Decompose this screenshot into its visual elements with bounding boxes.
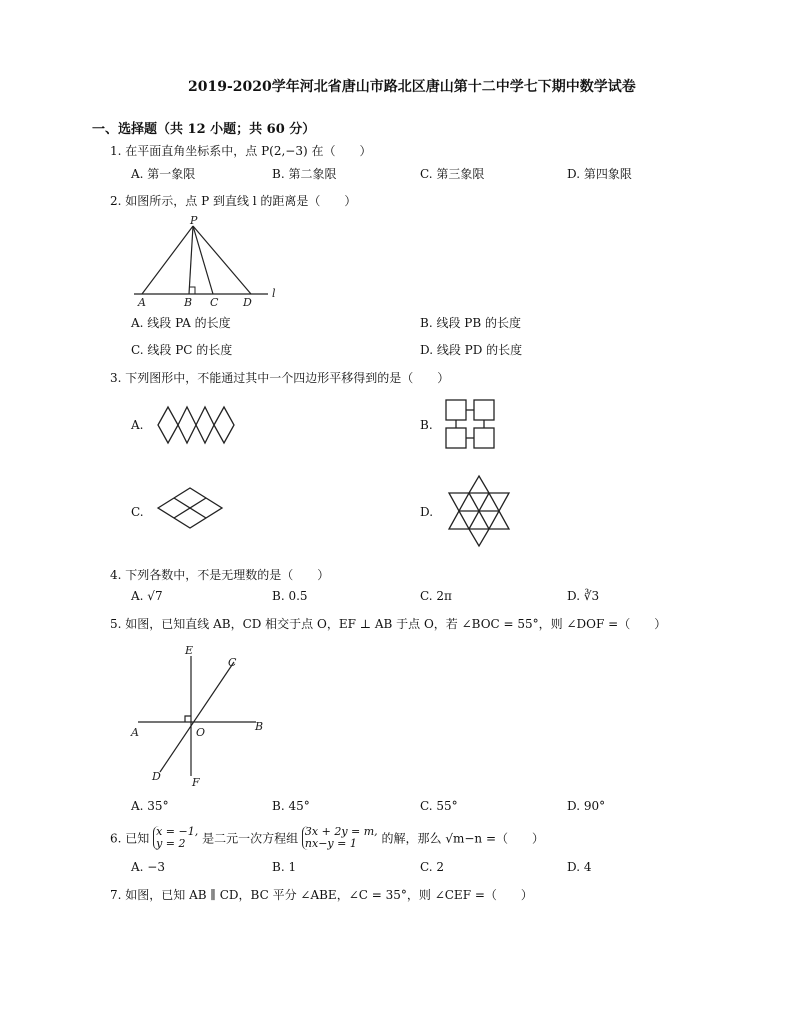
q2-label-p: P xyxy=(190,214,198,227)
q3-option-a: A. xyxy=(131,418,144,432)
question-3-stem: 3. 下列图形中，不能通过其中一个四边形平移得到的是（ ） xyxy=(110,371,450,385)
q6-suffix: 的解，那么 √m−n =（ ） xyxy=(381,831,544,846)
q5-label-o: O xyxy=(196,726,206,739)
q5-label-b: B xyxy=(255,720,264,733)
q5-label-f: F xyxy=(192,776,200,789)
q4-option-c: C. 2π xyxy=(420,589,452,603)
q5-option-b: B. 45° xyxy=(272,799,310,813)
q2-label-l: l xyxy=(272,287,276,300)
q5-label-e: E xyxy=(185,644,194,657)
page-title: 2019-2020学年河北省唐山市路北区唐山第十二中学七下期中数学试卷 xyxy=(188,79,636,95)
q3-figure-b-squares xyxy=(444,398,496,450)
q3-figure-a-diamond-chain xyxy=(156,405,238,445)
q3-figure-d-star xyxy=(444,474,514,548)
q2-option-d: D. 线段 PD 的长度 xyxy=(420,343,523,357)
section-heading: 一、选择题（共 12 小题；共 60 分） xyxy=(92,122,316,137)
question-4-stem: 4. 下列各数中，不是无理数的是（ ） xyxy=(110,568,330,582)
q6-middle-text: 是二元一次方程组 xyxy=(202,831,299,846)
q3-option-d: D. xyxy=(420,505,434,519)
q2-label-c: C xyxy=(210,296,219,308)
q6-system-1-line-2: y = 2 xyxy=(156,837,186,850)
q6-option-b: B. 1 xyxy=(272,860,297,874)
q2-option-a: A. 线段 PA 的长度 xyxy=(131,316,231,330)
question-2-stem: 2. 如图所示，点 P 到直线 l 的距离是（ ） xyxy=(110,194,357,208)
q3-figure-c-rhombus xyxy=(156,486,224,530)
q5-option-d: D. 90° xyxy=(567,799,606,813)
q2-label-a: A xyxy=(138,296,146,308)
q2-label-b: B xyxy=(184,296,193,308)
q2-figure-triangle xyxy=(128,212,288,308)
q5-label-c: C xyxy=(228,656,237,669)
q5-label-d: D xyxy=(152,770,161,783)
question-1-stem: 1. 在平面直角坐标系中，点 P(2,−3) 在（ ） xyxy=(110,144,372,158)
q2-label-d: D xyxy=(243,296,252,308)
q6-option-c: C. 2 xyxy=(420,860,445,874)
q6-system-2-line-2: nx−y = 1 xyxy=(304,837,357,850)
q4-option-a: A. √7 xyxy=(131,589,163,603)
q6-system-1 xyxy=(153,826,198,850)
q6-option-a: A. −3 xyxy=(131,860,165,874)
q6-system-1-line-1: x = −1, xyxy=(156,825,199,838)
q4-option-d: D. ∛3 xyxy=(567,589,600,603)
question-6-stem xyxy=(110,826,544,850)
q6-prefix: 6. 已知 xyxy=(110,831,150,846)
question-5-stem: 5. 如图，已知直线 AB，CD 相交于点 O，EF ⊥ AB 于点 O，若 ∠BOC = 55°，则 ∠DOF =（ ） xyxy=(110,617,667,631)
q6-system-2-line-1: 3x + 2y = m, xyxy=(304,825,378,838)
q5-label-a: A xyxy=(131,726,139,739)
q6-system-2 xyxy=(302,826,378,850)
q5-figure-intersecting-lines xyxy=(128,640,278,790)
q6-option-d: D. 4 xyxy=(567,860,592,874)
q1-option-a: A. 第一象限 xyxy=(131,167,196,181)
q5-option-c: C. 55° xyxy=(420,799,458,813)
q1-option-b: B. 第二象限 xyxy=(272,167,337,181)
question-7-stem: 7. 如图，已知 AB ∥ CD，BC 平分 ∠ABE，∠C = 35°，则 ∠CEF =（ ） xyxy=(110,888,533,902)
q3-option-c: C. xyxy=(131,505,144,519)
q2-option-c: C. 线段 PC 的长度 xyxy=(131,343,233,357)
q3-option-b: B. xyxy=(420,418,433,432)
q5-option-a: A. 35° xyxy=(131,799,169,813)
q1-option-d: D. 第四象限 xyxy=(567,167,632,181)
q4-option-b: B. 0.5 xyxy=(272,589,308,603)
q2-option-b: B. 线段 PB 的长度 xyxy=(420,316,521,330)
q1-option-c: C. 第三象限 xyxy=(420,167,485,181)
